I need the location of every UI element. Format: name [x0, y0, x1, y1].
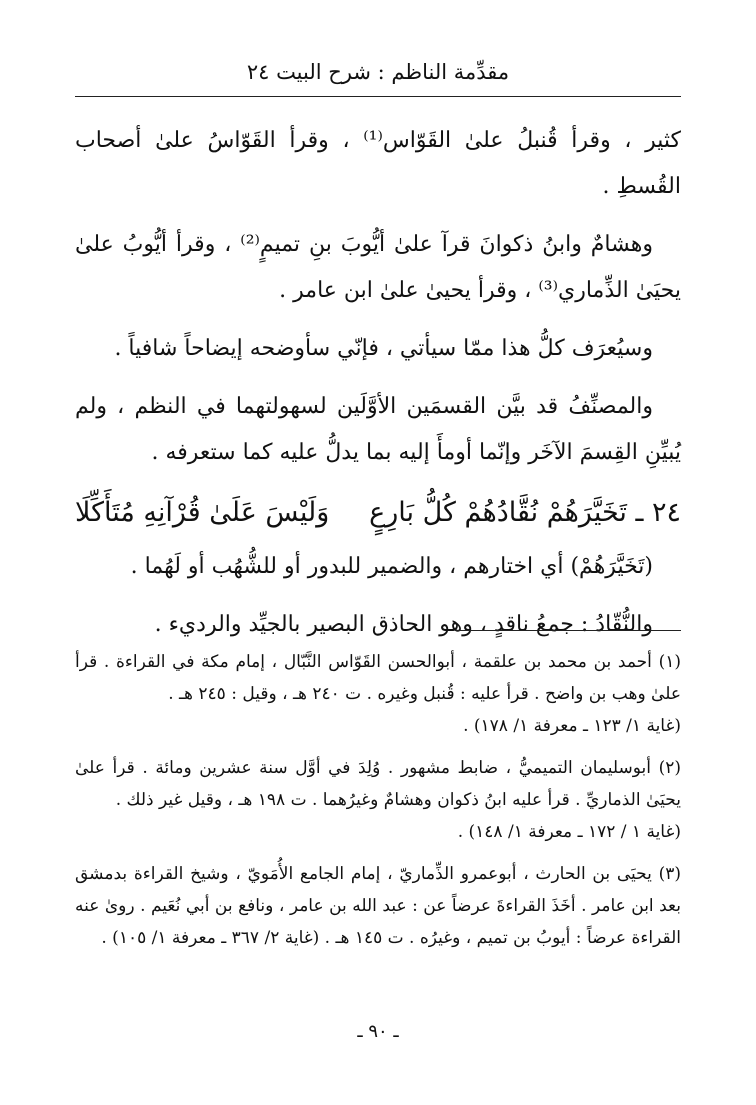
footnotes: [75, 646, 681, 964]
footnote-3-text: (٣) يحيَى بن الحارث ، أبوعمرو الذِّماريّ ، إمام الجامع الأُمَويّ ، وشيخ القراءة بدمشق بعد ابن عامر . أخَذَ القراءةَ عرضاً عن : عبد الله بن عامر ، ونافع بن أبي نُعَيم . روىٰ عنه القراءة عرضاً : أيوبُ بن تميم ، وغيرُه . ت ١٤٥ هـ . (غاية ٢/ ٣٦٧ ـ معرفة ١/ ١٠٥) .: [75, 864, 681, 948]
paragraph-1: كثير ، وقرأ قُنبلُ علىٰ القَوّاس⁽¹⁾ ، وقرأ القَوّاسُ علىٰ أصحاب القُسطِ .: [75, 128, 682, 199]
paragraph-2: وهشامٌ وابنُ ذكوانَ قرآ علىٰ أيُّوبَ بنِ تميمٍ⁽²⁾ ، وقرأ أيُّوبُ علىٰ يحيَىٰ الذِّماري⁽³⁾ ، وقرأ يحيىٰ علىٰ ابن عامر .: [75, 232, 681, 303]
footnote-1: [75, 646, 681, 742]
verse-second-hemistich: وَلَيْسَ عَلَىٰ قُرْآنِهِ مُتَأَكِّلَا: [75, 497, 330, 528]
footnote-3: [75, 858, 681, 954]
main-text: [75, 118, 681, 660]
header-divider: [75, 96, 681, 97]
footnote-1-text: (١) أحمد بن محمد بن علقمة ، أبوالحسن القَوّاس النَّبّال ، إمام مكة في القراءة . قرأ علىٰ وهب بن واضح . قرأ عليه : قُنبل وغيره . ت ٢٤٠ هـ ، وقيل : ٢٤٥ هـ .: [75, 652, 681, 704]
verse-24: [75, 488, 681, 538]
paragraph-3: وسيُعرَف كلُّ هذا ممّا سيأتي ، فإنّي سأوضحه إيضاحاً شافياً .: [114, 336, 653, 361]
paragraph-4: والمصنِّفُ قد بيَّن القسمَين الأوَّلَين لسهولتهما في النظم ، ولم يُبيِّنِ القِسمَ الآخَر وإنّما أومأَ إليه بما يدلُّ عليه كما ستعرفه .: [75, 394, 681, 465]
paragraph-5: (تَخَيَّرَهُمْ) أي اختارهم ، والضمير للبدور أو للشُّهُب أو لَهُما .: [130, 554, 653, 579]
footnote-1-ref: (غاية ١/ ١٢٣ ـ معرفة ١/ ١٧٨) .: [463, 716, 681, 736]
page-number: ـ ٩٠ ـ: [357, 1021, 399, 1042]
footnote-2-ref: (غاية ١ / ١٧٢ ـ معرفة ١/ ١٤٨) .: [457, 822, 681, 842]
footnote-divider: [455, 630, 681, 631]
verse-first-hemistich: ٢٤ ـ تَخَيَّرَهُمْ نُقَّادُهُمْ كُلُّ بَارِعٍ: [369, 497, 681, 528]
running-header: مقدِّمة الناظم : شرح البيت ٢٤: [246, 60, 510, 84]
paragraph-6: والنُّقّادُ : جمعُ ناقدٍ ، وهو الحاذق البصير بالجيِّد والرديء .: [154, 612, 653, 637]
footnote-2-text: (٢) أبوسليمان التميميُّ ، ضابط مشهور . وُلِدَ في أوَّل سنة عشرين ومائة . قرأ علىٰ يحيَىٰ الذماريِّ . قرأ عليه ابنُ ذكوان وهشامٌ وغيرُهما . ت ١٩٨ هـ ، وقيل غير ذلك .: [75, 758, 681, 810]
footnote-2: [75, 752, 681, 848]
